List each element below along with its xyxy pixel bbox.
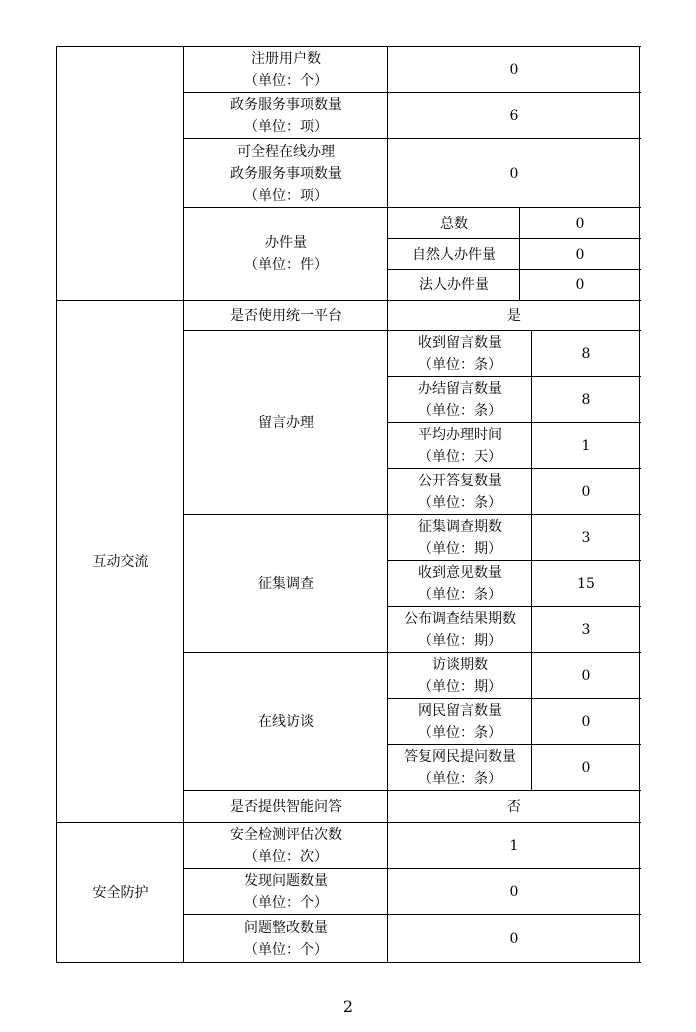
unit-text: （单位：期） bbox=[418, 541, 502, 557]
label-text: 网民留言数量 bbox=[418, 703, 502, 719]
grid-line bbox=[56, 822, 641, 823]
grid-line bbox=[183, 652, 641, 653]
label-text: 答复网民提问数量 bbox=[404, 749, 516, 765]
service-items-value bbox=[388, 93, 640, 139]
unit-text: （单位：个） bbox=[244, 895, 328, 911]
security-section-title bbox=[57, 823, 184, 963]
label-text: 平均办理时间 bbox=[418, 427, 502, 443]
cases-total-label bbox=[388, 208, 520, 239]
unit-text: （单位：个） bbox=[244, 942, 328, 958]
unit-text: （单位：条） bbox=[418, 495, 502, 511]
label-text: 留言办理 bbox=[258, 415, 314, 431]
cases-natural-person-value bbox=[520, 239, 640, 270]
grid-line bbox=[56, 300, 641, 301]
registered-users-value bbox=[388, 47, 640, 93]
registered-users-label bbox=[184, 47, 388, 93]
label-text: 注册用户数 bbox=[251, 51, 321, 67]
label-text: 办结留言数量 bbox=[418, 381, 502, 397]
value-text: 否 bbox=[507, 799, 521, 815]
value-text: 0 bbox=[575, 246, 585, 263]
smart-qa-label bbox=[184, 791, 388, 823]
unit-text: （单位：项） bbox=[244, 119, 328, 135]
grid-line bbox=[183, 914, 641, 915]
border-line bbox=[56, 962, 641, 963]
security-tests-value bbox=[388, 823, 640, 869]
survey-results-label bbox=[388, 607, 532, 653]
grid-line bbox=[183, 46, 184, 963]
cases-total-value bbox=[520, 208, 640, 239]
unified-platform-label bbox=[184, 300, 388, 331]
interview-group-label bbox=[184, 653, 388, 791]
value-text: 3 bbox=[581, 622, 591, 638]
messages-group-label bbox=[184, 331, 388, 515]
label-text: 访谈期数 bbox=[432, 657, 488, 673]
label-text: 是否使用统一平台 bbox=[230, 307, 342, 324]
security-tests-label bbox=[184, 823, 388, 869]
security-fixes-label bbox=[184, 915, 388, 963]
unit-text: （单位：期） bbox=[418, 633, 502, 649]
value-text: 0 bbox=[581, 760, 591, 776]
messages-public-reply-label bbox=[388, 469, 532, 515]
value-text: 1 bbox=[509, 838, 519, 854]
unit-text: （单位：条） bbox=[418, 587, 502, 603]
value-text: 6 bbox=[509, 108, 519, 124]
label-text: 自然人办件量 bbox=[412, 246, 496, 263]
survey-periods-value bbox=[532, 515, 640, 561]
label-text: 政务服务事项数量 bbox=[230, 97, 342, 113]
unit-text: （单位：个） bbox=[244, 73, 328, 89]
unit-text: （单位：件） bbox=[244, 257, 328, 273]
value-text: 0 bbox=[581, 714, 591, 730]
grid-line bbox=[387, 238, 641, 239]
value-text: 15 bbox=[577, 576, 595, 592]
border-line bbox=[56, 46, 641, 47]
grid-line bbox=[387, 468, 641, 469]
label-text: 是否提供智能问答 bbox=[230, 799, 342, 815]
interview-messages-label bbox=[388, 699, 532, 745]
grid-line bbox=[183, 790, 641, 791]
survey-opinions-value bbox=[532, 561, 640, 607]
value-text: 0 bbox=[575, 215, 585, 232]
label-text: 发现问题数量 bbox=[244, 873, 328, 889]
grid-line bbox=[387, 560, 641, 561]
online-service-items-label bbox=[184, 139, 388, 208]
survey-results-value bbox=[532, 607, 640, 653]
grid-line bbox=[183, 138, 641, 139]
messages-received-label bbox=[388, 331, 532, 377]
survey-periods-label bbox=[388, 515, 532, 561]
value-text: 0 bbox=[581, 668, 591, 684]
interview-replies-label bbox=[388, 745, 532, 791]
grid-line bbox=[387, 744, 641, 745]
grid-line bbox=[387, 606, 641, 607]
grid-line bbox=[183, 330, 641, 331]
interaction-section-title bbox=[57, 300, 184, 823]
unit-text: （单位：期） bbox=[418, 679, 502, 695]
messages-avg-time-value bbox=[532, 423, 640, 469]
unit-text: （单位：条） bbox=[418, 771, 502, 787]
unit-text: （单位：条） bbox=[418, 403, 502, 419]
value-text: 1 bbox=[581, 438, 591, 454]
grid-line bbox=[531, 331, 532, 791]
smart-qa-value bbox=[388, 791, 640, 823]
value-text: 3 bbox=[581, 530, 591, 546]
messages-closed-value bbox=[532, 377, 640, 423]
cases-label bbox=[184, 208, 388, 300]
continued-section-heading-cell bbox=[57, 47, 184, 300]
label-text: 问题整改数量 bbox=[244, 920, 328, 936]
grid-line bbox=[387, 422, 641, 423]
unit-text: （单位：条） bbox=[418, 357, 502, 373]
section-title-text: 互动交流 bbox=[92, 553, 149, 570]
value-text: 0 bbox=[509, 165, 519, 182]
page-number: 2 bbox=[342, 997, 354, 1016]
grid-line bbox=[519, 208, 520, 300]
grid-line bbox=[387, 698, 641, 699]
grid-line bbox=[183, 868, 641, 869]
border-line bbox=[639, 46, 640, 963]
messages-received-value bbox=[532, 331, 640, 377]
label-text: 办件量 bbox=[265, 235, 307, 251]
grid-line bbox=[387, 269, 641, 270]
messages-avg-time-label bbox=[388, 423, 532, 469]
label-text: 总数 bbox=[440, 215, 468, 232]
messages-public-reply-value bbox=[532, 469, 640, 515]
value-text: 0 bbox=[509, 884, 519, 900]
service-items-label bbox=[184, 93, 388, 139]
grid-line bbox=[183, 514, 641, 515]
label-text: 政务服务事项数量 bbox=[230, 165, 342, 182]
messages-closed-label bbox=[388, 377, 532, 423]
survey-opinions-label bbox=[388, 561, 532, 607]
value-text: 0 bbox=[575, 277, 585, 293]
unit-text: （单位：次） bbox=[244, 849, 328, 865]
label-text: 征集调查 bbox=[258, 576, 314, 592]
interview-replies-value bbox=[532, 745, 640, 791]
label-text: 收到意见数量 bbox=[418, 565, 502, 581]
cases-natural-person-label bbox=[388, 239, 520, 270]
value-text: 是 bbox=[507, 307, 521, 324]
border-line bbox=[56, 46, 57, 963]
grid-line bbox=[183, 207, 641, 208]
value-text: 0 bbox=[509, 62, 519, 78]
unified-platform-value bbox=[388, 300, 640, 331]
grid-line bbox=[387, 46, 388, 963]
security-fixes-value bbox=[388, 915, 640, 963]
section-title-text: 安全防护 bbox=[92, 885, 149, 901]
label-text: 可全程在线办理 bbox=[237, 143, 335, 160]
label-text: 在线访谈 bbox=[258, 714, 314, 730]
security-issues-label bbox=[184, 869, 388, 915]
unit-text: （单位：项） bbox=[244, 187, 328, 204]
interview-periods-label bbox=[388, 653, 532, 699]
survey-group-label bbox=[184, 515, 388, 653]
interview-periods-value bbox=[532, 653, 640, 699]
unit-text: （单位：条） bbox=[418, 725, 502, 741]
unit-text: （单位：天） bbox=[418, 449, 502, 465]
online-service-items-value bbox=[388, 139, 640, 208]
grid-line bbox=[183, 92, 641, 93]
grid-line bbox=[387, 376, 641, 377]
value-text: 0 bbox=[509, 931, 519, 947]
interview-messages-value bbox=[532, 699, 640, 745]
value-text: 0 bbox=[581, 484, 591, 500]
label-text: 公开答复数量 bbox=[418, 473, 502, 489]
label-text: 公布调查结果期数 bbox=[404, 611, 516, 627]
label-text: 收到留言数量 bbox=[418, 335, 502, 351]
cases-legal-person-value bbox=[520, 270, 640, 300]
label-text: 安全检测评估次数 bbox=[230, 827, 342, 843]
security-issues-value bbox=[388, 869, 640, 915]
cases-legal-person-label bbox=[388, 270, 520, 300]
value-text: 8 bbox=[581, 392, 591, 408]
label-text: 法人办件量 bbox=[419, 277, 489, 293]
value-text: 8 bbox=[581, 346, 591, 362]
label-text: 征集调查期数 bbox=[418, 519, 502, 535]
